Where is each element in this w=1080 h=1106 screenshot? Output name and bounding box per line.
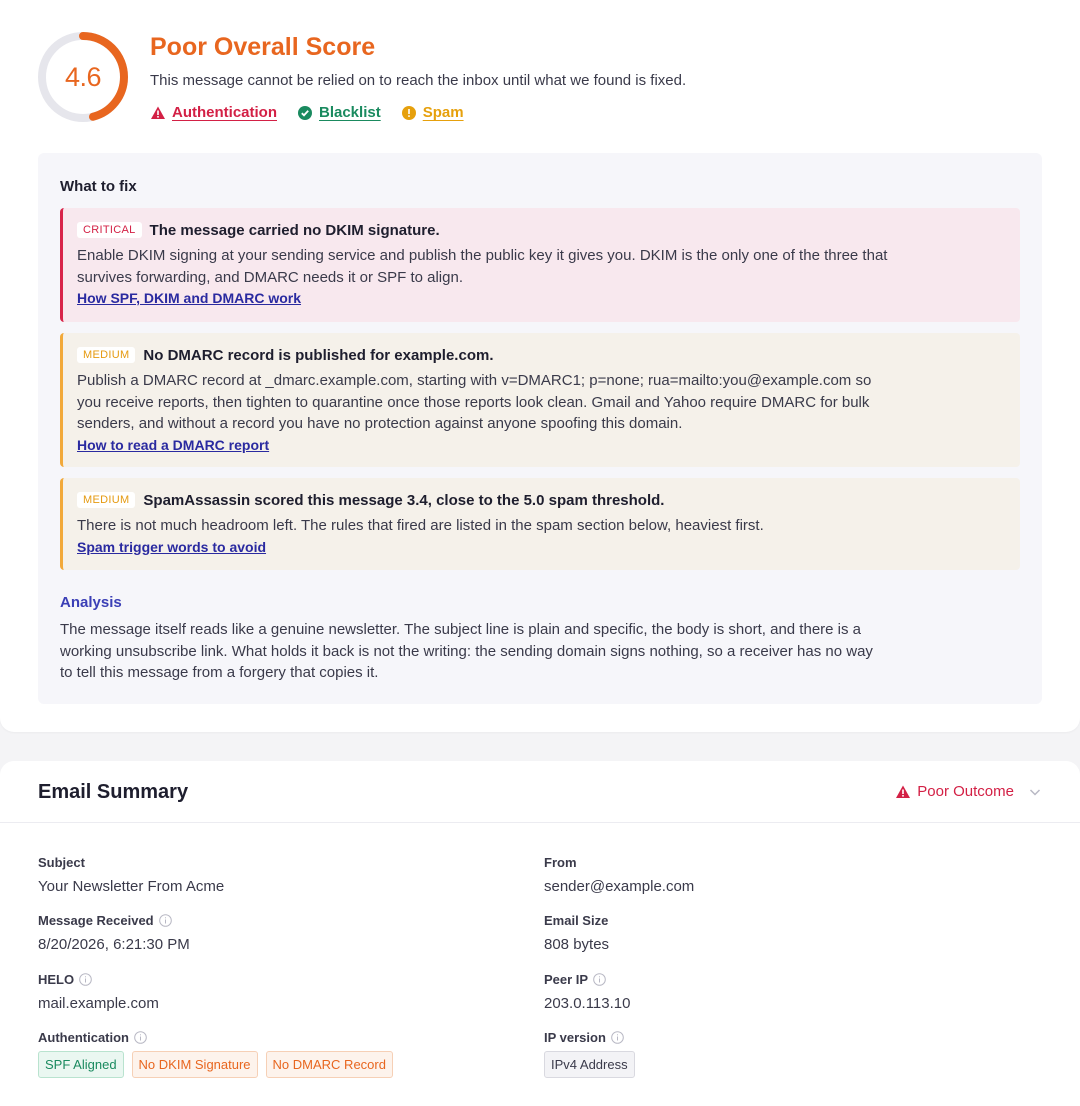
category-spam[interactable] [401,104,464,121]
what-to-fix-title: What to fix [60,178,137,195]
issue-card-dmarc [60,333,1020,467]
issue-title: No DMARC record is published for example.com. [143,346,494,364]
email-summary-title: Email Summary [38,781,189,803]
category-blacklist[interactable] [297,104,381,121]
score-headline: Poor Overall Score [150,33,376,61]
info-icon[interactable] [611,1031,624,1044]
info-icon[interactable] [159,914,172,927]
field-value: mail.example.com [38,995,159,1012]
score-gauge [37,31,129,123]
severity-badge: MEDIUM [77,492,135,508]
email-summary-card [0,761,1080,1106]
category-spam-link[interactable]: Spam [422,104,464,121]
category-authentication-link[interactable]: Authentication [172,104,277,121]
field-value: 203.0.113.10 [544,995,631,1012]
outcome-label: Poor Outcome [917,783,1014,800]
severity-badge: MEDIUM [77,347,135,363]
field-subject [38,854,224,895]
severity-badge: CRITICAL [77,222,142,238]
field-authentication [38,1029,401,1078]
field-email-size [544,912,609,953]
info-icon[interactable] [593,973,606,986]
warning-triangle-icon [895,784,911,800]
ip-version-tag: IPv4 Address [544,1051,635,1078]
auth-tag-spf: SPF Aligned [38,1051,124,1078]
chevron-down-icon[interactable] [1028,785,1042,799]
category-authentication[interactable] [150,104,277,121]
field-label: Email Size [544,912,609,928]
issue-card-dkim [60,208,1020,322]
issue-title: SpamAssassin scored this message 3.4, close to the 5.0 spam threshold. [143,491,665,509]
field-message-received [38,912,190,953]
info-icon[interactable] [79,973,92,986]
field-peer-ip [544,971,630,1012]
check-circle-icon [297,105,313,121]
field-value: 8/20/2026, 6:21:30 PM [38,936,190,953]
issue-help-link[interactable]: How SPF, DKIM and DMARC work [77,290,302,306]
issue-title: The message carried no DKIM signature. [149,221,440,239]
field-helo [38,971,159,1012]
field-label: Subject [38,854,85,870]
issue-body: Enable DKIM signing at your sending service and publish the public key it gives you. DKIM is the only one of the three that survives forwarding, and DMARC needs it or SPF to align. [77,247,888,286]
issue-body: There is not much headroom left. The rules that fired are listed in the spam section below, heaviest first. [77,517,764,534]
field-value: Your Newsletter From Acme [38,878,225,895]
auth-tags [38,1051,401,1078]
what-to-fix-panel [38,153,1042,704]
field-label: From [544,854,577,870]
field-value: sender@example.com [544,878,695,895]
summary-divider [0,822,1080,823]
issue-card-spamassassin [60,478,1020,570]
field-label: HELO [38,971,75,987]
score-value: 4.6 [64,61,102,92]
info-icon[interactable] [134,1031,147,1044]
auth-tag-dkim: No DKIM Signature [132,1051,258,1078]
field-from [544,854,694,895]
field-label: Message Received [38,912,154,928]
field-value: 808 bytes [544,936,610,953]
outcome-toggle[interactable] [895,783,1042,800]
issue-body: Publish a DMARC record at _dmarc.example.com, starting with v=DMARC1; p=none; rua=mailto:you@example.com so you receive reports, then tighten to quarantine once those reports look clean. Gmail and Yahoo require DMARC for bulk senders, and without a record you have no protection against anyone spoofing this domain. [77,372,872,432]
analysis-title: Analysis [60,594,122,611]
score-description: This message cannot be relied on to reach the inbox until what we found is fixed. [150,72,687,89]
exclamation-circle-icon [401,105,417,121]
auth-tag-dmarc: No DMARC Record [266,1051,393,1078]
field-label: Authentication [38,1029,129,1045]
field-ip-version [544,1029,643,1078]
warning-triangle-icon [150,105,166,121]
field-label: IP version [544,1029,606,1045]
category-blacklist-link[interactable]: Blacklist [319,104,381,121]
issue-help-link[interactable]: Spam trigger words to avoid [77,538,267,555]
issue-help-link[interactable]: How to read a DMARC report [77,436,270,453]
field-label: Peer IP [544,971,589,987]
analysis-body: The message itself reads like a genuine newsletter. The subject line is plain and specific, the body is short, and there is a working unsubscribe link. What holds it back is not the writing: the sending domain signs nothing, so a receiver has no way to tell this message from a forgery that copies it. [60,621,873,681]
category-links [150,104,484,121]
